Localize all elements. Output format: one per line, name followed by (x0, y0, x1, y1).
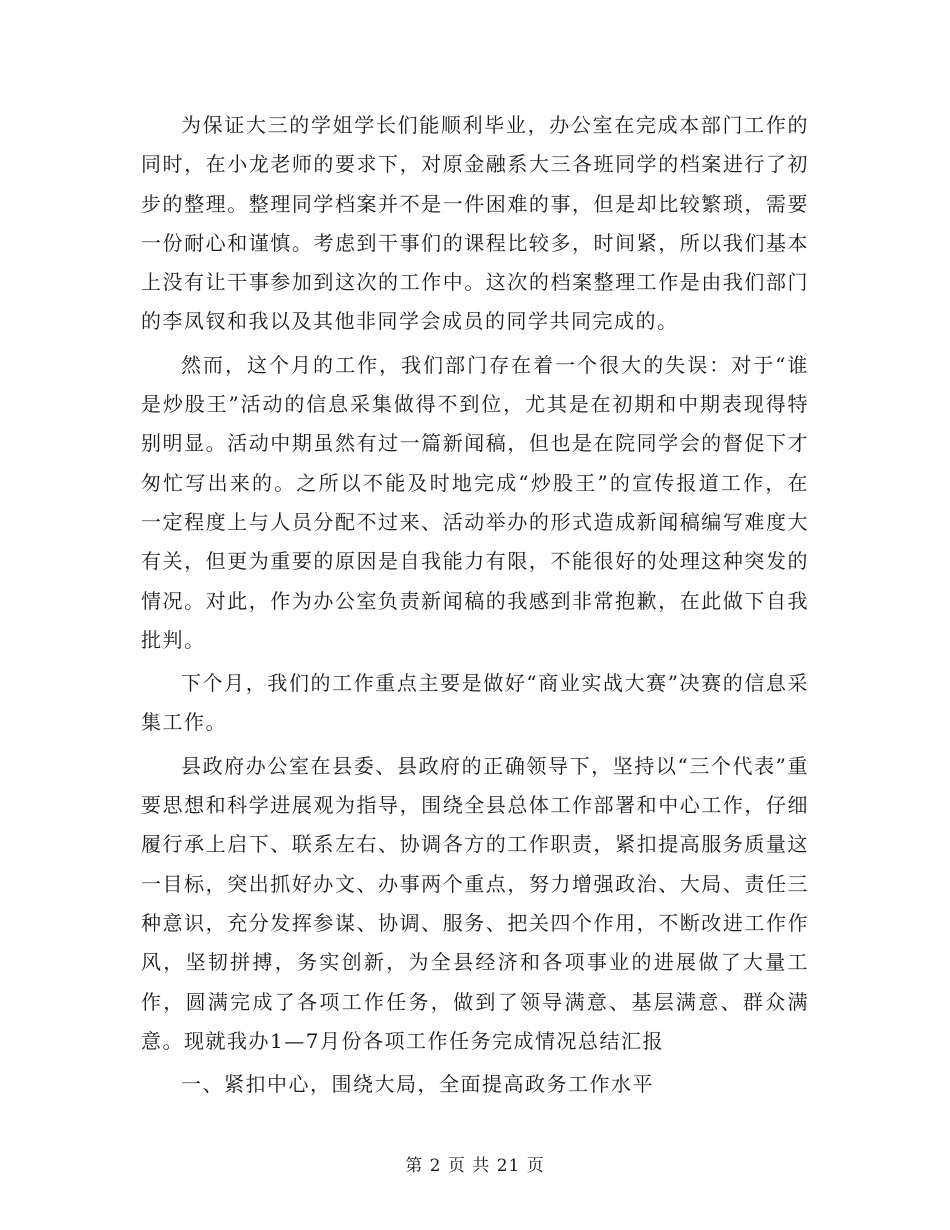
paragraph-mistake-reflection: 然而，这个月的工作，我们部门存在着一个很大的失误：对于“谁是炒股王”活动的信息采集做得不到位，尤其是在初期和中期表现得特别明显。活动中期虽然有过一篇新闻稿，但也是在院同学会的督促下才匆忙写出来的。之所以不能及时地完成“炒股王”的宣传报道工作，在一定程度上与人员分配不过来、活动举办的形式造成新闻稿编写难度大有关，但更为重要的原因是自我能力有限，不能很好的处理这种突发的情况。对此，作为办公室负责新闻稿的我感到非常抱歉，在此做下自我批判。 (141, 352, 809, 652)
paragraph-county-office-summary: 县政府办公室在县委、县政府的正确领导下，坚持以“三个代表”重要思想和科学进展观为指导，围绕全县总体工作部署和中心工作，仔细履行承上启下、联系左右、协调各方的工作职责，紧扣提高服务质量这一目标，突出抓好办文、办事两个重点，努力增强政治、大局、责任三种意识，充分发挥参谋、协调、服务、把关四个作用，不断改进工作作风，坚韧拼搏，务实创新，为全县经济和各项事业的进展做了大量工作，圆满完成了各项工作任务，做到了领导满意、基层满意、群众满意。现就我办1—7月份各项工作任务完成情况总结汇报 (141, 753, 809, 1053)
paragraph-archive-work: 为保证大三的学姐学长们能顺利毕业，办公室在完成本部门工作的同时，在小龙老师的要求下，对原金融系大三各班同学的档案进行了初步的整理。整理同学档案并不是一件困难的事，但是却比较繁琐，需要一份耐心和谨慎。考虑到干事们的课程比较多，时间紧，所以我们基本上没有让干事参加到这次的工作中。这次的档案整理工作是由我们部门的李凤钗和我以及其他非同学会成员的同学共同完成的。 (141, 113, 809, 334)
section-heading-one: 一、紧扣中心，围绕大局，全面提高政务工作水平 (181, 1072, 654, 1097)
document-body (141, 106, 809, 1104)
page-number-footer: 第 2 页 共 21 页 (405, 1156, 545, 1176)
paragraph-next-month-plan: 下个月，我们的工作重点主要是做好“商业实战大赛”决赛的信息采集工作。 (141, 671, 809, 735)
